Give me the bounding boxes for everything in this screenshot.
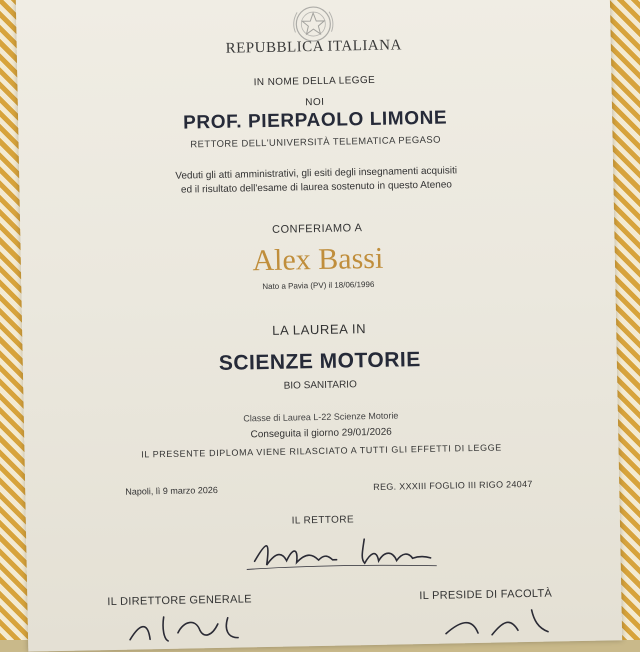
degree-label: LA LAUREA IN — [272, 321, 367, 338]
director-signature-icon — [120, 607, 271, 646]
birth-info: Nato a Pavia (PV) il 18/06/1996 — [262, 279, 375, 292]
republic-heading: REPUBBLICA ITALIANA — [225, 37, 403, 57]
registry-number: REG. XXXIII FOGLIO III RIGO 24047 — [373, 478, 533, 492]
dean-signature-label: IL PRESIDE DI FACOLTÀ — [419, 587, 553, 603]
degree-title: SCIENZE MOTORIE — [218, 348, 421, 375]
dean-signature-icon — [435, 602, 556, 640]
we-label: NOI — [305, 96, 325, 109]
director-signature-label: IL DIRETTORE GENERALE — [107, 593, 252, 609]
diploma-sheet — [16, 0, 622, 652]
graduate-name: Alex Bassi — [252, 241, 384, 278]
intro-line-2: ed il risultato dell'esame di laurea sostenuto in questo Ateneo — [180, 179, 453, 196]
in-name-of-law: IN NOME DELLA LEGGE — [253, 74, 376, 89]
rector-signature-label: IL RETTORE — [291, 514, 355, 527]
rector-name: PROF. PIERPAOLO LIMONE — [182, 107, 448, 134]
conferral-label: CONFERIAMO A — [271, 222, 363, 236]
legal-effect-statement: IL PRESENTE DIPLOMA VIENE RILASCIATO A TUTTI GLI EFFETTI DI LEGGE — [141, 442, 502, 460]
degree-curriculum: BIO SANITARIO — [283, 379, 357, 392]
rector-signature-icon — [236, 528, 447, 576]
intro-line-1: Veduti gli atti amministrativi, gli esiti degli insegnamenti acquisiti — [175, 165, 458, 182]
degree-class: Classe di Laurea L-22 Scienze Motorie — [243, 410, 399, 424]
place-date: Napoli, lì 9 marzo 2026 — [125, 484, 218, 497]
degree-obtained-date: Conseguita il giorno 29/01/2026 — [250, 426, 392, 441]
rector-role: RETTORE DELL'UNIVERSITÀ TELEMATICA PEGASO — [190, 134, 441, 151]
